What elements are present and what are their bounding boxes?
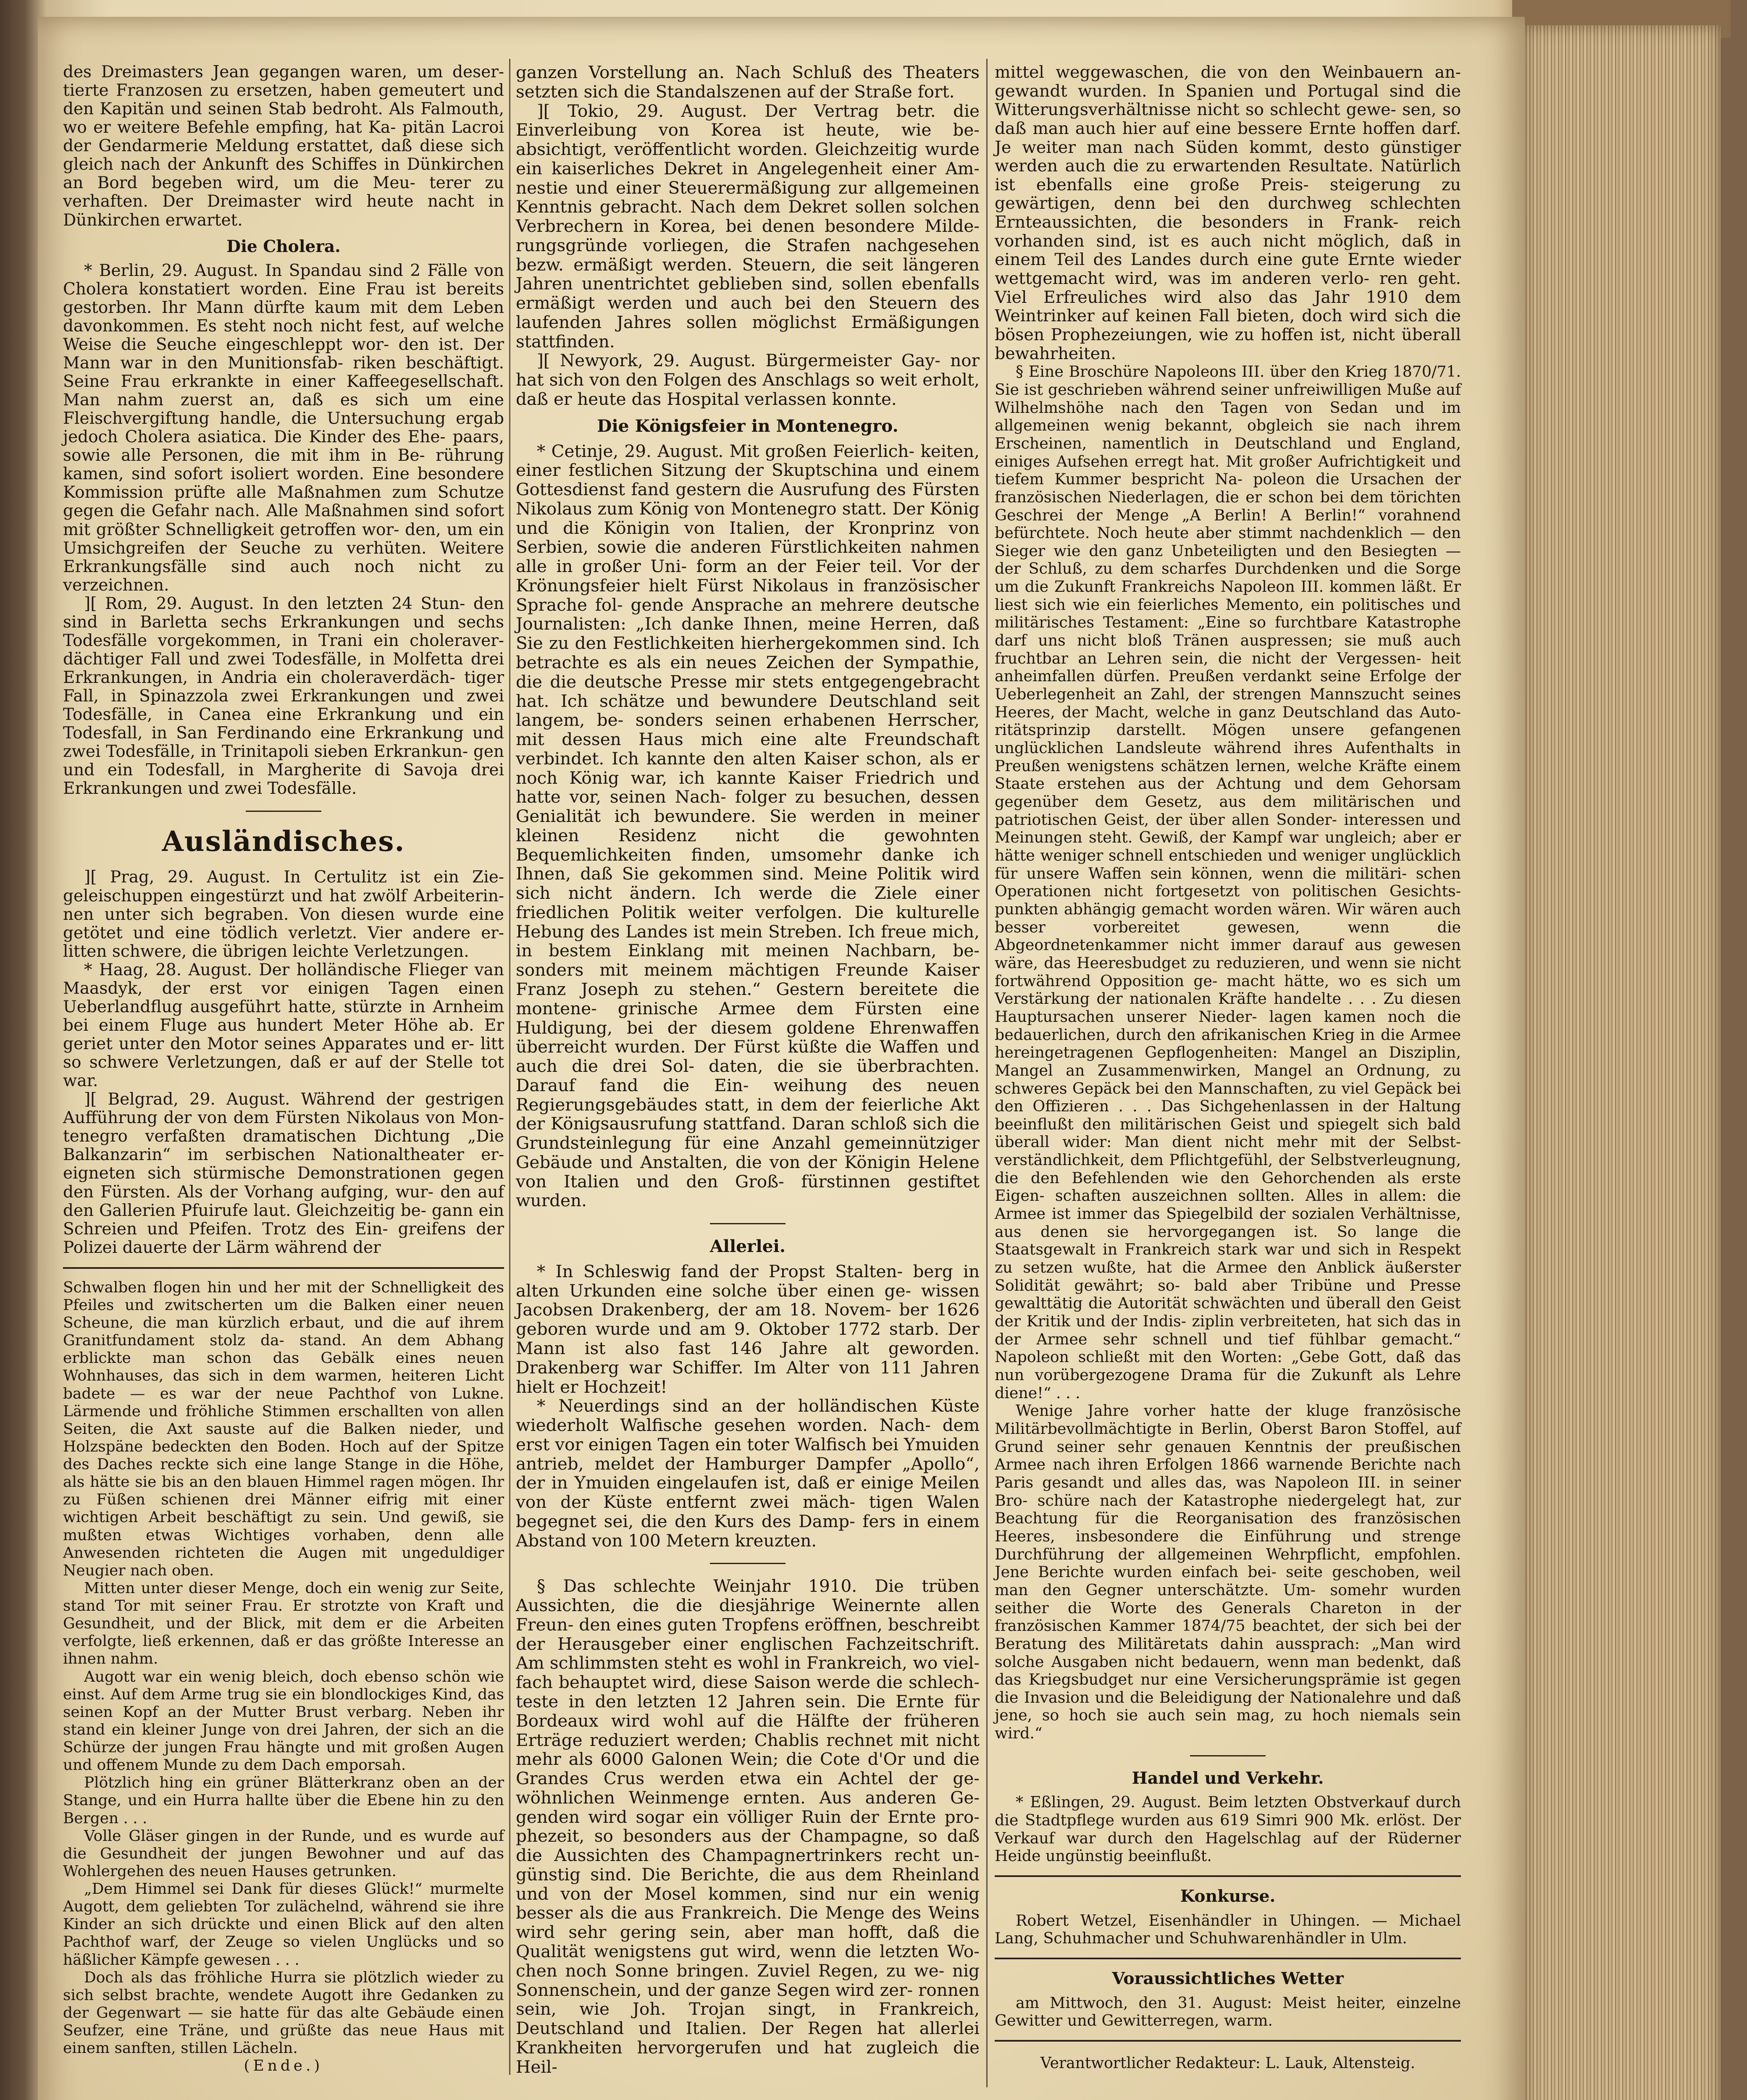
heading-allerlei: Allerlei.	[710, 1236, 785, 1257]
feuilleton-end: (Ende.)	[244, 2057, 323, 2075]
article-continuation: mittel weggewaschen, die von den Weinbauern an- gewandt wurden. In Spanien und Portugal sind die Witterungsverhältnisse nicht so schlecht gewe- sen, so daß man auch hier auf eine bessere Ernte hoffen darf. Je weiter man nach Süden kommt, desto günstiger werden auch die zu erwartenden Resultate. Natürlich ist ebenfalls eine große Preis- steigerung zu gewärtigen, denn bei den durchweg schlechten Ernteaussichten, die besonders in Frank- reich vorhanden sind, ist es auch nicht möglich, daß in einem Teil des Landes durch eine gute Ernte wieder wettgemacht wird, was im anderen verlo- ren geht. Viel Erfreuliches wird also das Jahr 1910 dem Weintrinker auf keinen Fall bieten, doch wird sich die bösen Prophezeiungen, wie zu hoffen ist, nicht überall bewahrheiten.	[995, 63, 1461, 363]
feuilleton-paragraph: Plötzlich hing ein grüner Blätterkranz oben an der Stange, und ein Hurra hallte über die Ebene hin zu den Bergen . . .	[63, 1774, 504, 1827]
article-tokio: ][ Tokio, 29. August. Der Vertrag betr. die Einverleibung von Korea ist heute, wie be- absichtigt, veröffentlicht worden. Gleichzeitig wurde ein kaiserliches Dekret in Angelegenheit einer Am- nestie und einer Steuerermäßigung zur allgemeinen Kenntnis gebracht. Nach dem Dekret sollen solchen Verbrechern in Korea, bei denen besondere Milde- rungsgründe vorliegen, die Strafen nachgesehen bezw. ermäßigt werden. Steuern, die seit längeren Jahren unentrichtet geblieben sind, sollen ebenfalls ermäßigt werden und auch bei den Steuern des laufenden Jahres sollen möglichst Ermäßigungen stattfinden.	[516, 100, 980, 352]
column-rule-2	[986, 59, 988, 2087]
feuilleton-paragraph: Volle Gläser gingen in der Runde, und es wurde auf die Gesundheit der jungen Bewohner und auf das Wohlergehen des neuen Hauses getrunken.	[63, 1827, 504, 1880]
article-schleswig: * In Schleswig fand der Propst Stalten- berg in alten Urkunden eine solche über einen ge- wissen Jacobsen Drakenberg, der am 18. Novem- ber 1626 geboren wurde und am 9. Oktober 1772 starb. Der Mann ist also fast 146 Jahre alt geworden. Drakenberg war Schiffer. Im Alter von 111 Jahren hielt er Hochzeit!	[516, 1261, 980, 1397]
article-prag: ][ Prag, 29. August. In Certulitz ist ein Zie- geleischuppen eingestürzt und hat zwölf Arbeiterin- nen unter sich begraben. Von diesen wurde eine getötet und eine tödlich verletzt. Vier andere er- litten schwere, die übrigen leichte Verletzungen.	[63, 868, 504, 961]
article-konkurse: Robert Wetzel, Eisenhändler in Uhingen. — Michael Lang, Schuhmacher und Schuhwarenhändler in Ulm.	[995, 1911, 1461, 1948]
section-divider	[995, 1875, 1461, 1877]
article-wetter: am Mittwoch, den 31. August: Meist heiter, einzelne Gewitter und Gewitterregen, warm.	[995, 1993, 1461, 2030]
feuilleton-paragraph: Schwalben flogen hin und her mit der Schnelligkeit des Pfeiles und zwitscherten um die Balken einer neuen Scheune, die man kürzlich erbaut, und die auf ihrem Granitfundament stolz da- stand. An dem Abhang erblickte man schon das Gebälk eines neuen Wohnhauses, das sich in dem warmen, heiteren Licht badete — es war der neue Pachthof von Lukne. Lärmende und fröhliche Stimmen erschallten von allen Seiten, die Axt sauste auf die Balken nieder, und Holzspäne bedeckten den Boden. Hoch auf der Spitze des Daches reckte sich eine lange Stange in die Höhe, als hätte sie bis an den blauen Himmel ragen mögen. Ihr zu Füßen schienen drei Männer eifrig mit einer wichtigen Arbeit beschäftigt zu sein. Und gewiß, sie mußten etwas Wichtiges vorhaben, denn alle Anwesenden richteten die Augen mit ungeduldiger Neugier nach oben.	[63, 1278, 504, 1579]
article-rom: ][ Rom, 29. August. In den letzten 24 Stun- den sind in Barletta sechs Erkrankungen und sechs Todesfälle vorgekommen, in Trani ein choleraver- dächtiger Fall und zwei Todesfälle, in Molfetta drei Erkrankungen, in Andria ein choleraverdäch- tiger Fall, in Spinazzola zwei Erkrankungen und zwei Todesfälle, in Canea eine Erkrankung und ein Todesfall, in San Ferdinando eine Erkrankung und zwei Todesfälle, in Trinitapoli sieben Erkrankun- gen und ein Todesfall, in Margherite di Savoja drei Erkrankungen und zwei Todesfälle.	[63, 594, 504, 798]
feuilleton-paragraph: „Dem Himmel sei Dank für dieses Glück!“ murmelte Augott, dem geliebten Tor zulächelnd, während sie ihre Kinder an sich drückte und einen Blick auf den alten Pachthof warf, der Zeuge so vielen Unglücks und so häßlicher Kämpfe gewesen . . .	[63, 1880, 504, 1969]
section-divider	[995, 1958, 1461, 1959]
column-rule-1	[509, 59, 510, 2075]
heading-auslaendisches: Ausländisches.	[162, 825, 405, 858]
heading-handel: Handel und Verkehr.	[1132, 1768, 1324, 1788]
article-cetinje: * Cetinje, 29. August. Mit großen Feierlich- keiten, einer festlichen Sitzung der Skuptschina und einem Gottesdienst fand gestern die Ausrufung des Fürsten Nikolaus zum König von Montenegro statt. Der König und die Königin von Italien, der Kronprinz von Serbien, sowie die anderen Fürstlichkeiten nahmen alle in großer Uni- form an der Feier teil. Vor der Krönungsfeier hielt Fürst Nikolaus in französischer Sprache fol- gende Ansprache an mehrere deutsche Journalisten: „Ich danke Ihnen, meine Herren, daß Sie zu den Festlichkeiten hierhergekommen sind. Ich betrachte es als ein neues Zeichen der Sympathie, die die deutsche Presse mir stets entgegengebracht hat. Ich schätze und bewundere Deutschland seit langem, be- sonders seinen erhabenen Herrscher, mit dessen Haus mich eine alte Freundschaft verbindet. Ich kannte den alten Kaiser schon, als er noch König war, ich kannte Kaiser Friedrich und hatte vor, seinen Nach- folger zu besuchen, dessen Genialität ich bewundere. Sie werden in meiner kleinen Residenz nicht die gewohnten Bequemlichkeiten finden, umsomehr danke ich Ihnen, daß Sie gekommen sind. Meine Politik wird sich nicht ändern. Ich werde die Ziele einer friedlichen Politik weiter verfolgen. Die kulturelle Hebung des Landes ist mein Streben. Ich freue mich, in bestem Einklang mit meinen Nachbarn, be- sonders mit meinem mächtigen Freunde Kaiser Franz Joseph zu stehen.“ Gestern bereitete die montene- grinische Armee dem Fürsten eine Huldigung, bei der diesem goldene Ehrenwaffen überreicht wurden. Der Fürst küßte die Waffen und auch die drei Sol- daten, die sie überbrachten. Darauf fand die Ein- weihung des neuen Regierungsgebäudes statt, in dem der feierliche Akt der Königsausrufung stattfand. Daran schloß sich die Grundsteinlegung für eine Anzahl gemeinnütziger Gebäude und Anstalten, die von der Königin Helene von Italien und den Groß- fürstinnen gestiftet wurden.	[516, 441, 980, 1211]
section-divider	[995, 2040, 1461, 2042]
article-continuation: ganzen Vorstellung an. Nach Schluß des Theaters setzten sich die Standalszenen auf der Straße fort.	[516, 62, 980, 102]
article-walfisch: * Neuerdings sind an der holländischen Küste wiederholt Walfische gesehen worden. Nach- dem erst vor einigen Tagen ein toter Walfisch bei Ymuiden antrieb, meldet der Hamburger Dampfer „Apollo“, der in Ymuiden eingelaufen ist, daß er einige Meilen von der Küste entfernt zwei mäch- tigen Walen begegnet sei, die den Kurs des Damp- fers in einem Abstand von 100 Metern kreuzten.	[516, 1396, 980, 1551]
page-stack-edge	[1521, 25, 1721, 2100]
column-3	[995, 63, 1461, 2073]
article-belgrad: ][ Belgrad, 29. August. Während der gestrigen Aufführung der von dem Fürsten Nikolaus von Mon- tenegro verfaßten dramatischen Dichtung „Die Balkanzarin“ im serbischen Nationaltheater er- eigneten sich stürmische Demonstrationen gegen den Fürsten. Als der Vorhang aufging, wur- den auf den Gallerien Pfuirufe laut. Gleichzeitig be- gann ein Schreien und Pfeifen. Trotz des Ein- greifens der Polizei dauerte der Lärm während der	[63, 1090, 504, 1257]
article-esslingen: * Eßlingen, 29. August. Beim letzten Obstverkauf durch die Stadtpflege wurden aus 619 Simri 900 Mk. erlöst. Der Verkauf war durch den Hagelschlag auf der Rüderner Heide ungünstig beeinflußt.	[995, 1793, 1461, 1865]
editor-signature: Verantwortlicher Redakteur: L. Lauk, Altensteig.	[1040, 2054, 1416, 2072]
article-napoleon: § Eine Broschüre Napoleons III. über den Krieg 1870/71. Sie ist geschrieben während seiner unfreiwilligen Muße auf Wilhelmshöhe nach den Tagen von Sedan und im allgemeinen wenig bekannt, obgleich sie nach ihrem Erscheinen, namentlich in Deutschland und England, einiges Aufsehen erregt hat. Mit großer Aufrichtigkeit und tiefem Kummer bespricht Na- poleon die Ursachen der französischen Niederlagen, die er schon bei dem törichten Geschrei der Menge „A Berlin! A Berlin!“ vorahnend befürchtete. Noch heute aber stimmt nachdenklich — den Sieger wie den ganz Unbeteiligten und den Besiegten — der Schluß, zu dem scharfes Durchdenken und die Sorge um die Zukunft Frankreichs Napoleon III. kommen läßt. Er liest sich wie ein feierliches Memento, ein politisches und militärisches Testament: „Eine so furchtbare Katastrophe darf uns nicht bloß Tränen auspressen; sie muß auch fruchtbar an Lehren sein, die nicht der Vergessen- heit anheimfallen dürfen. Preußen verdankt seine Erfolge der Ueberlegenheit an Zahl, der strengen Mannszucht seines Heeres, der Macht, welche in ganz Deutschland das Auto- ritätsprinzip darstellt. Mögen unsere gefangenen unglücklichen Landsleute während ihres Aufenthalts in Preußen wenigstens schätzen lernen, welche Kräfte einem Staate erstehen aus der Achtung und dem Gehorsam gegenüber dem Gesetz, aus dem militärischen und patriotischen Geist, der über allen Sonder- interessen und Meinungen steht. Gewiß, der Kampf war ungleich; aber er hätte weniger schnell entschieden und weniger unglücklich für unsere Waffen sein können, wenn die militäri- schen Operationen nicht fortgesetzt von politischen Gesichts- punkten abhängig gemacht worden wären. Wir wären auch besser vorbereitet gewesen, wenn die Abgeordnetenkammer nicht immer darauf aus gewesen wäre, das Heeresbudget zu reduzieren, und wenn sie nicht fortwährend Opposition ge- macht hätte, wo es sich um Verstärkung der nationalen Kräfte handelte . . . Zu diesen Hauptursachen unserer Nieder- lagen kamen noch die bedauerlichen, durch den afrikanischen Krieg in die Armee hereingetragenen Gepflogenheiten: Mangel an Disziplin, Mangel an Zusammenwirken, Mangel an Ordnung, zu schweres Gepäck bei den Mannschaften, zu viel Gepäck bei den Offizieren . . . Das Sichgehenlassen in der Haltung beeinflußt den militärischen Geist und spiegelt sich bald überall wider: Man dient nicht mehr mit der Selbst- verständlichkeit, dem Pflichtgefühl, der Selbstverleugnung, die den Befehlenden wie den Gehorchenden als erste Eigen- schaften auszeichnen sollten. Alles in allem: die Armee ist immer das Spiegelbild der sozialen Verhältnisse, aus denen sie hervorgegangen ist. So lange die Staatsgewalt in Frankreich stark war und sich in Respekt zu setzen wußte, hat die Armee den Anblick äußerster Solidität gewährt; so- bald aber Tribüne und Presse gewalttätig die Autorität schwächten und überall den Geist der Kritik und der Indis- ziplin verbreiteten, hat sich das in der Armee sehr schnell und tief fühlbar gemacht.“ Napoleon schließt mit den Worten: „Gebe Gott, daß das nun vorübergezogene Drama für die Zukunft als Lehre diene!“ . . .	[995, 362, 1461, 1402]
column-2	[516, 63, 980, 2076]
heading-cholera: Die Cholera.	[226, 236, 341, 256]
article-stoffel: Wenige Jahre vorher hatte der kluge französische Militärbevollmächtigte in Berlin, Oberst Baron Stoffel, auf Grund seiner sehr genauen Kenntnis der preußischen Armee nach ihren Erfolgen 1866 warnende Berichte nach Paris gesandt und alles das, was Napoleon III. in seiner Bro- schüre nach der Katastrophe niedergelegt hat, zur Beachtung für die Reorganisation des französischen Heeres, insbesondere die Einführung und strenge Durchführung der allgemeinen Wehrpflicht, empfohlen. Jene Berichte wurden einfach bei- seite geschoben, weil man den Gegner unterschätzte. Um- somehr wurden seither die Worte des Generals Chareton in der französischen Kammer 1874/75 beachtet, der sich bei der Beratung des Militäretats dahin aussprach: „Man wird solche Ausgaben nicht bedauern, wenn man bedenkt, daß das Kriegsbudget nur eine Versicherungsprämie ist gegen die Invasion und die Beleidigung der Nationalehre und daß jene, so hoch sie auch sein mag, zu hoch niemals sein wird.“	[995, 1402, 1461, 1743]
feuilleton-paragraph: Augott war ein wenig bleich, doch ebenso schön wie einst. Auf dem Arme trug sie ein blondlockiges Kind, das seinen Kopf an der Mutter Brust verbarg. Neben ihr stand ein kleiner Junge von drei Jahren, der sich an die Schürze der jungen Frau hängte und mit großen Augen und offenem Munde zu dem Dach emporsah.	[63, 1668, 504, 1774]
heading-konkurse: Konkurse.	[1180, 1887, 1276, 1906]
column-1	[63, 63, 504, 2075]
heading-wetter: Voraussichtliches Wetter	[1112, 1969, 1344, 1988]
section-divider	[1190, 1755, 1266, 1756]
article-haag: * Haag, 28. August. Der holländische Flieger van Maasdyk, der erst vor einigen Tagen einen Ueberlandflug ausgeführt hatte, stürzte in Arnheim bei einem Fluge aus hundert Meter Höhe ab. Er geriet unter den Motor seines Apparates und er- litt so schwere Verletzungen, daß er auf der Stelle tot war.	[63, 960, 504, 1091]
heading-montenegro: Die Königsfeier in Montenegro.	[597, 415, 898, 436]
feuilleton-paragraph: Mitten unter dieser Menge, doch ein wenig zur Seite, stand Tor mit seiner Frau. Er strotzte von Kraft und Gesundheit, und der Blick, mit dem er die Arbeiten verfolgte, ließ erkennen, daß er das größte Interesse an ihnen nahm.	[63, 1579, 504, 1668]
section-divider	[710, 1563, 785, 1564]
feuilleton-divider	[63, 1267, 504, 1269]
article-berlin: * Berlin, 29. August. In Spandau sind 2 Fälle von Cholera konstatiert worden. Eine Frau ist bereits gestorben. Ihr Mann dürfte kaum mit dem Leben davonkommen. Es steht noch nicht fest, auf welche Weise die Seuche eingeschleppt wor- den ist. Der Mann war in den Munitionsfab- riken beschäftigt. Seine Frau erkrankte in einer Kaffeegesellschaft. Man nahm zuerst an, daß es sich um eine Fleischvergiftung handle, die Untersuchung ergab jedoch Cholera asiatica. Die Kinder des Ehe- paars, sowie alle Personen, die mit ihm in Be- rührung kamen, sind sofort isoliert worden. Eine besondere Kommission prüfte alle Maßnahmen zum Schutze gegen die Gefahr nach. Alle Maßnahmen sind sofort mit größter Schnelligkeit getroffen wor- den, um ein Umsichgreifen der Seuche zu verhüten. Weitere Erkrankungsfälle sind auch noch nicht zu verzeichnen.	[63, 261, 504, 595]
article-weinjahr: § Das schlechte Weinjahr 1910. Die trüben Aussichten, die die diesjährige Weinernte allen Freun- den eines guten Tropfens eröffnen, beschreibt der Herausgeber einer englischen Fachzeitschrift. Am schlimmsten steht es wohl in Frankreich, wo viel- fach behauptet wird, diese Saison werde die schlech- teste in den letzten 12 Jahren sein. Die Ernte für Bordeaux wird wohl auf die Hälfte der früheren Erträge reduziert werden; Chablis rechnet mit nicht mehr als 6000 Galonen Wein; die Cote d'Or und die Grandes Crus werden etwa ein Achtel der ge- wöhnlichen Weinmenge ernten. Aus anderen Ge- genden wird sogar ein völliger Ruin der Ernte pro- phezeit, so besonders aus der Champagne, so daß die Aussichten des Champagnertrinkers recht un- günstig sind. Die Berichte, die aus dem Rheinland und von der Mosel kommen, sind nur ein wenig besser als die aus Frankreich. Die Menge des Weins wird sehr gering sein, aber man hofft, daß die Qualität wenigstens gut wird, wenn die letzten Wo- chen noch Sonne bringen. Zuviel Regen, zu we- nig Sonnenschein, und der ganze Segen wird zer- ronnen sein, wie Joh. Trojan singt, in Frankreich, Deutschland und Italien. Der Regen hat allerlei Krankheiten hervorgerufen und hat zugleich die Heil-	[516, 1576, 980, 2077]
feuilleton-paragraph: Doch als das fröhliche Hurra sie plötzlich wieder zu sich selbst brachte, wendete Augott ihre Gedanken zu der Gegenwart — sie hatte für das alte Gebäude einen Seufzer, eine Träne, und grüßte das neue Haus mit einem sanften, stillen Lächeln.	[63, 1969, 504, 2057]
feuilleton	[63, 1279, 504, 2075]
section-divider	[710, 1223, 785, 1224]
article-continuation: des Dreimasters Jean gegangen waren, um deser- tierte Franzosen zu ersetzen, haben gemeutert und den Kapitän und seinen Stab bedroht. Als Falmouth, wo er weitere Befehle empfing, hat Ka- pitän Lacroi der Gendarmerie Meldung erstattet, daß diese sich gleich nach der Ankunft des Schiffes in Dünkirchen an Bord begeben wird, um die Meu- terer zu verhaften. Der Dreimaster wird heute nacht in Dünkirchen erwartet.	[63, 63, 504, 230]
section-divider	[246, 811, 321, 812]
article-newyork: ][ Newyork, 29. August. Bürgermeister Gay- nor hat sich von den Folgen des Anschlags so weit erholt, daß er heute das Hospital verlassen konnte.	[516, 350, 980, 410]
